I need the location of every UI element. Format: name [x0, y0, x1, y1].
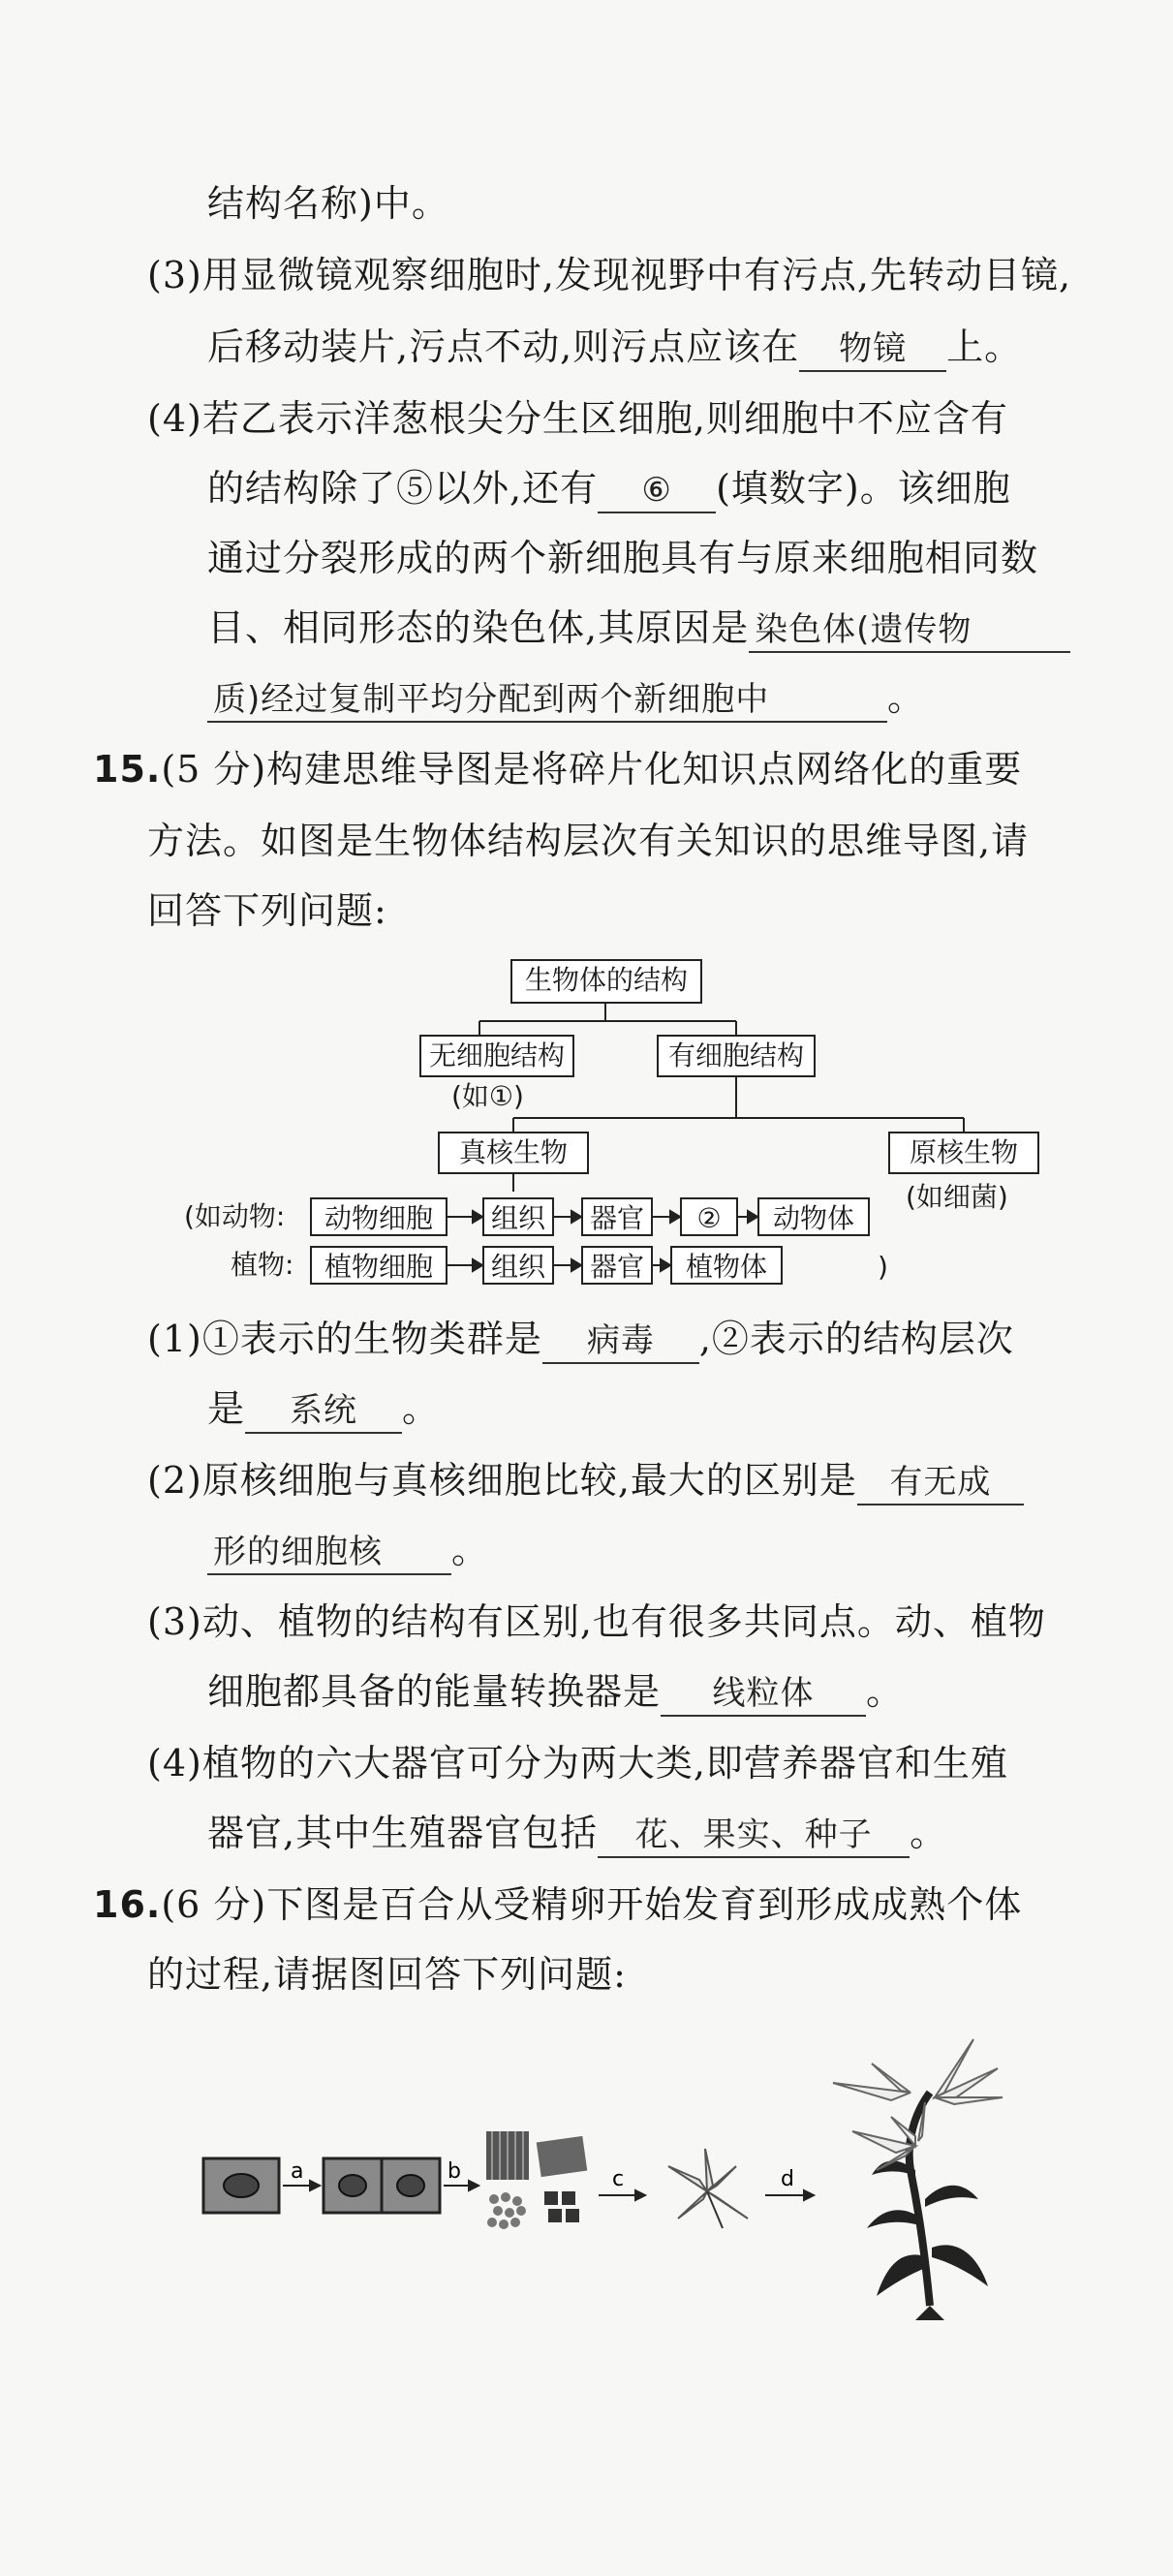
mature-lily-plant-icon: [833, 2039, 1003, 2320]
two-cells-icon: [324, 2158, 440, 2213]
plant-chain-tissue: 组织: [482, 1246, 554, 1285]
zygote-cell-icon: [203, 2158, 279, 2213]
animal-chain-cell: 动物细胞: [310, 1197, 448, 1236]
animal-chain-tissue: 组织: [482, 1197, 554, 1236]
q15-intro-line-3: 回答下列问题:: [147, 889, 387, 932]
node-no-cell: 无细胞结构: [419, 1035, 574, 1077]
plant-chain-organism: 植物体: [670, 1246, 783, 1285]
q16-number: 16.: [93, 1883, 162, 1926]
q14-line-1: 结构名称)中。: [207, 182, 449, 225]
q15-part3-answer: 线粒体: [661, 1672, 866, 1717]
q15-part1-line-1: (1)①表示的生物类群是 病毒 ,②表示的结构层次: [147, 1314, 1014, 1364]
tissues-icon: [486, 2131, 587, 2229]
animal-chain-label: (如动物:: [184, 1200, 286, 1232]
q14-part4-line-2: 的结构除了⑤以外,还有 ⑥ (填数字)。该细胞: [207, 463, 1011, 513]
q15-part3-line-2: 细胞都具备的能量转换器是 线粒体 。: [207, 1666, 904, 1717]
step-label-c: c: [612, 2167, 625, 2191]
q15-part2-line-1: (2)原核细胞与真核细胞比较,最大的区别是 有无成: [147, 1455, 1024, 1505]
step-label-d: d: [781, 2167, 794, 2191]
q14-part4-line-3: 通过分裂形成的两个新细胞具有与原来细胞相同数: [207, 537, 1039, 579]
q15-part1-answer-1: 病毒: [542, 1319, 699, 1364]
prokaryote-note: (如细菌): [906, 1181, 1008, 1213]
q16-intro-line-1: 16.(6 分)下图是百合从受精卵开始发育到形成成熟个体: [93, 1883, 1023, 1926]
q15-part2-answer-b: 形的细胞核: [207, 1531, 451, 1575]
q16-intro-line-2: 的过程,请据图回答下列问题:: [147, 1953, 627, 1996]
q15-part1-line-2: 是 系统 。: [207, 1383, 440, 1434]
step-label-a: a: [291, 2159, 304, 2184]
q14-part4-answer-2b: 质)经过复制平均分配到两个新细胞中: [207, 678, 887, 723]
q15-part4-line-1: (4)植物的六大器官可分为两大类,即营养器官和生殖: [147, 1742, 1008, 1785]
plant-chain-label: 植物:: [231, 1249, 294, 1281]
q14-part3-line-1: (3)用显微镜观察细胞时,发现视野中有污点,先转动目镜,: [147, 254, 1072, 296]
q15-intro-line-1: 15.(5 分)构建思维导图是将碎片化知识点网络化的重要: [93, 748, 1023, 791]
q14-part3-line-2: 后移动装片,污点不动,则污点应该在 物镜 上。: [207, 322, 1022, 372]
q14-part4-line-1: (4)若乙表示洋葱根尖分生区细胞,则细胞中不应含有: [147, 397, 1008, 440]
animal-chain-organ: 器官: [581, 1197, 653, 1236]
step-label-b: b: [448, 2159, 461, 2184]
q14-part4-answer-2a: 染色体(遗传物: [749, 608, 1070, 653]
animal-chain-organism: 动物体: [757, 1197, 870, 1236]
q15-part1-answer-2: 系统: [245, 1389, 402, 1434]
no-cell-note: (如①): [451, 1080, 524, 1112]
node-eukaryote: 真核生物: [438, 1132, 589, 1174]
animal-chain-blank: ②: [680, 1197, 738, 1236]
plant-chain-organ: 器官: [581, 1246, 653, 1285]
q15-intro-line-2: 方法。如图是生物体结构层次有关知识的思维导图,请: [147, 820, 1030, 862]
q14-part4-line-4: 目、相同形态的染色体,其原因是 染色体(遗传物: [207, 603, 1070, 653]
node-has-cell: 有细胞结构: [657, 1035, 816, 1077]
q14-part4-line-5: 质)经过复制平均分配到两个新细胞中 。: [207, 672, 925, 723]
q15-number: 15.: [93, 748, 162, 791]
plant-chain-cell: 植物细胞: [310, 1246, 448, 1285]
lily-flower-icon: [668, 2149, 748, 2228]
q15-part4-answer: 花、果实、种子: [598, 1814, 910, 1858]
node-prokaryote: 原核生物: [888, 1132, 1039, 1174]
q14-part3-answer: 物镜: [799, 327, 946, 372]
node-root: 生物体的结构: [510, 959, 702, 1004]
q14-part4-answer-1: ⑥: [598, 469, 716, 513]
q15-part3-line-1: (3)动、植物的结构有区别,也有很多共同点。动、植物: [147, 1600, 1046, 1643]
chain-close-paren: ): [878, 1251, 888, 1283]
q15-part2-line-2: 形的细胞核 。: [207, 1525, 489, 1575]
q15-part2-answer-a: 有无成: [857, 1461, 1024, 1505]
q15-part4-line-2: 器官,其中生殖器官包括 花、果实、种子 。: [207, 1808, 947, 1858]
